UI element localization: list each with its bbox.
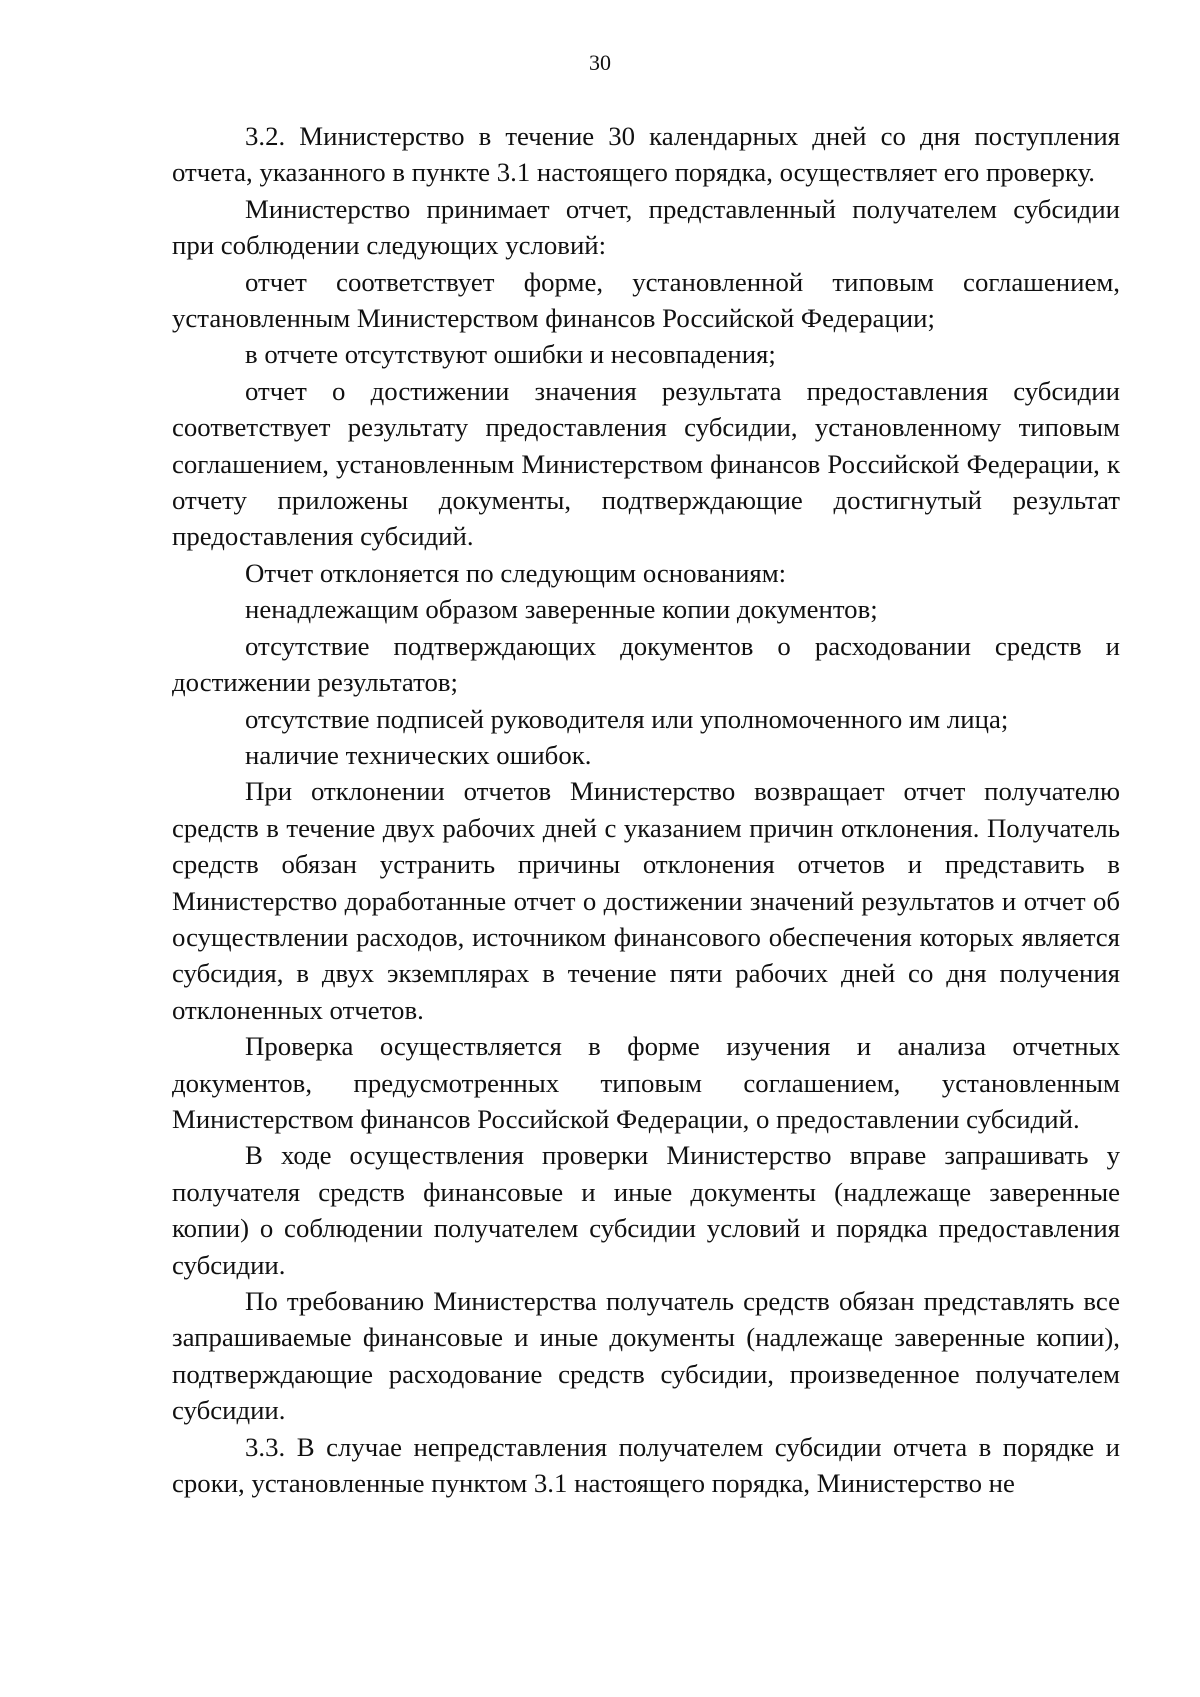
ground-missing-signatures: отсутствие подписей руководителя или уполномоченного им лица; — [245, 703, 1009, 734]
page-number: 30 — [589, 50, 611, 75]
condition-no-errors: в отчете отсутствуют ошибки и несовпадения; — [245, 339, 776, 370]
paragraph-review-form: Проверка осуществляется в форме изучения и анализа отчетных документов, предусмотренных типовым соглашением, установленным Министерством финансов Российской Федерации, о предоставлении субсидий. — [172, 1031, 1120, 1134]
document-body — [172, 118, 1120, 1501]
paragraph-3-3-non-submission: 3.3. В случае непредставления получателем субсидии отчета в порядке и сроки, установленные пунктом 3.1 настоящего порядка, Министерство не — [172, 1431, 1120, 1499]
paragraph-acceptance-conditions: Министерство принимает отчет, представленный получателем субсидии при соблюдении следующих условий: — [172, 193, 1120, 261]
paragraph-rejection-grounds: Отчет отклоняется по следующим основаниям: — [245, 557, 787, 588]
paragraph-document-requests: В ходе осуществления проверки Министерство вправе запрашивать у получателя средств финансовые и иные документы (надлежаще заверенные копии) о соблюдении получателем субсидии условий и порядка предоставления субсидии. — [172, 1140, 1120, 1280]
condition-result-compliance: отчет о достижении значения результата предоставления субсидии соответствует результату предоставления субсидии, установленному типовым соглашением, установленным Министерством финансов Российской Федерации, к отчету приложены документы, подтверждающие достигнутый результат предоставления субсидий. — [172, 375, 1120, 552]
ground-technical-errors: наличие технических ошибок. — [245, 739, 592, 770]
condition-form-compliance: отчет соответствует форме, установленной типовым соглашением, установленным Министерством финансов Российской Федерации; — [172, 266, 1120, 334]
paragraph-3-2-review-period: 3.2. Министерство в течение 30 календарных дней со дня поступления отчета, указанного в пункте 3.1 настоящего порядка, осуществляет его проверку. — [172, 121, 1120, 188]
ground-missing-documents: отсутствие подтверждающих документов о расходовании средств и достижении результатов; — [172, 630, 1120, 698]
ground-improper-copies: ненадлежащим образом заверенные копии документов; — [245, 594, 878, 625]
paragraph-recipient-obligation: По требованию Министерства получатель средств обязан представлять все запрашиваемые финансовые и иные документы (надлежаще заверенные копии), подтверждающие расходование средств субсидии, произведенное получателем субсидии. — [172, 1286, 1120, 1426]
paragraph-report-return: При отклонении отчетов Министерство возвращает отчет получателю средств в течение двух рабочих дней с указанием причин отклонения. Получатель средств обязан устранить причины отклонения отчетов и представить в Министерство доработанные отчет о достижении значений результатов и отчет об осуществлении расходов, источником финансового обеспечения которых является субсидия, в двух экземплярах в течение пяти рабочих дней со дня получения отклоненных отчетов. — [172, 776, 1120, 1025]
